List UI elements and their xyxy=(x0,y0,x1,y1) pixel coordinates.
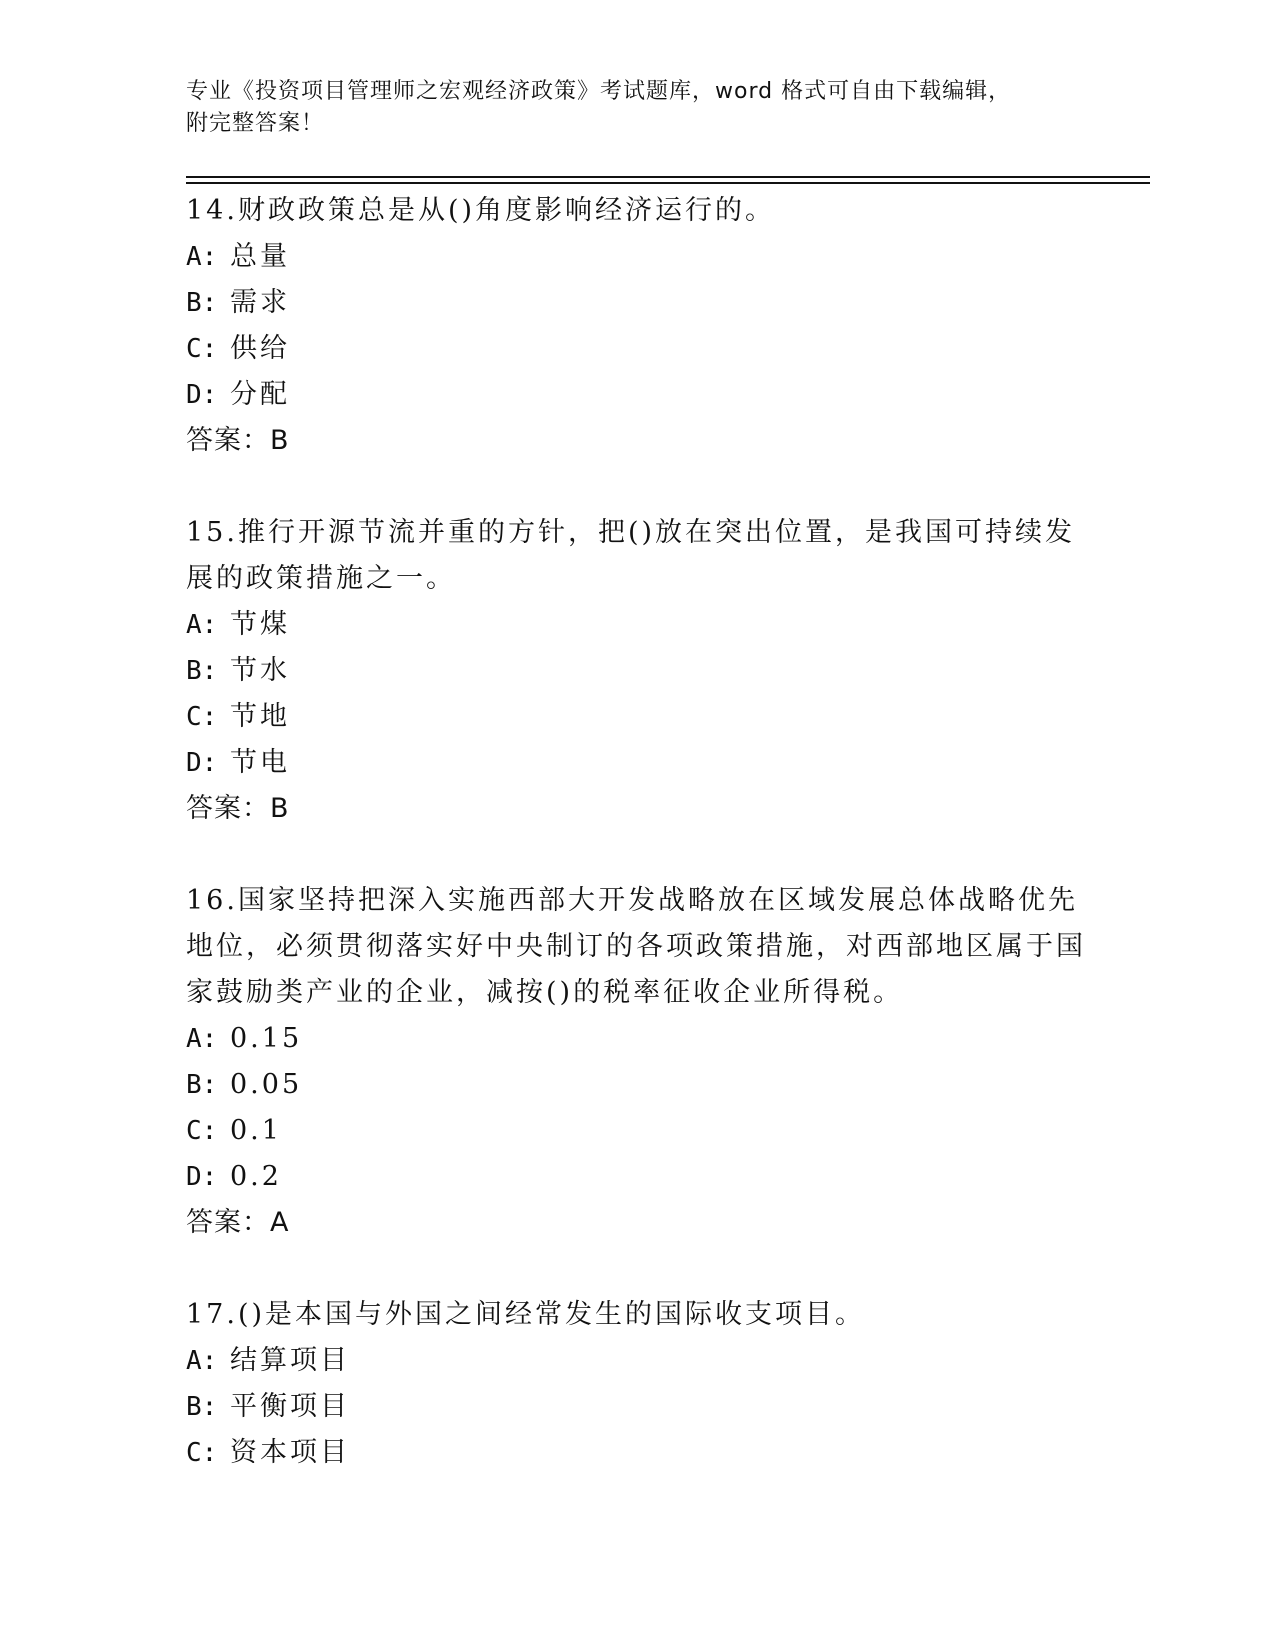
option-text: 总量 xyxy=(230,241,290,272)
option-b xyxy=(186,280,1086,326)
option-c xyxy=(186,1108,1086,1154)
option-letter: C: xyxy=(186,334,218,364)
option-letter: D: xyxy=(186,380,218,410)
option-c xyxy=(186,326,1086,372)
option-b xyxy=(186,1384,1086,1430)
question-stem: 14.财政政策总是从()角度影响经济运行的。 xyxy=(186,195,776,226)
option-c xyxy=(186,694,1086,740)
question-17 xyxy=(186,1292,1086,1476)
option-text: 0.1 xyxy=(230,1115,282,1146)
option-b xyxy=(186,1062,1086,1108)
question-15 xyxy=(186,510,1086,832)
question-stem: 16.国家坚持把深入实施西部大开发战略放在区域发展总体战略优先地位，必须贯彻落实好中央制订的各项政策措施，对西部地区属于国家鼓励类产业的企业，减按()的税率征收企业所得税。 xyxy=(186,885,1086,1008)
option-letter: D: xyxy=(186,748,218,778)
option-text: 节地 xyxy=(230,701,290,732)
option-letter: A: xyxy=(186,1024,218,1054)
answer-line: 答案：A xyxy=(186,1207,290,1238)
option-text: 0.15 xyxy=(230,1023,303,1054)
option-text: 资本项目 xyxy=(230,1437,350,1468)
answer-line: 答案：B xyxy=(186,425,290,456)
option-a xyxy=(186,234,1086,280)
option-text: 平衡项目 xyxy=(230,1391,350,1422)
header-rule-bottom xyxy=(186,182,1150,184)
option-text: 节水 xyxy=(230,655,290,686)
option-letter: A: xyxy=(186,242,218,272)
option-d xyxy=(186,740,1086,786)
option-letter: C: xyxy=(186,1438,218,1468)
option-c xyxy=(186,1430,1086,1476)
option-a xyxy=(186,1016,1086,1062)
option-letter: B: xyxy=(186,288,218,318)
header-line-1: 专业《投资项目管理师之宏观经济政策》考试题库，word 格式可自由下载编辑， xyxy=(186,79,1012,104)
option-b xyxy=(186,648,1086,694)
option-text: 节电 xyxy=(230,747,290,778)
option-text: 节煤 xyxy=(230,609,290,640)
question-list xyxy=(186,188,1086,1522)
answer-line: 答案：B xyxy=(186,793,290,824)
option-text: 0.2 xyxy=(230,1161,282,1192)
question-stem: 15.推行开源节流并重的方针，把()放在突出位置，是我国可持续发展的政策措施之一。 xyxy=(186,517,1076,594)
question-16 xyxy=(186,878,1086,1246)
option-letter: B: xyxy=(186,1392,218,1422)
option-text: 需求 xyxy=(230,287,290,318)
option-letter: D: xyxy=(186,1162,218,1192)
option-a xyxy=(186,602,1086,648)
option-text: 结算项目 xyxy=(230,1345,350,1376)
question-stem: 17.()是本国与外国之间经常发生的国际收支项目。 xyxy=(186,1299,866,1330)
question-14 xyxy=(186,188,1086,464)
option-letter: B: xyxy=(186,1070,218,1100)
option-letter: A: xyxy=(186,1346,218,1376)
option-text: 供给 xyxy=(230,333,290,364)
option-d xyxy=(186,372,1086,418)
option-text: 分配 xyxy=(230,379,290,410)
header-rule-top xyxy=(186,176,1150,178)
option-letter: A: xyxy=(186,610,218,640)
option-letter: C: xyxy=(186,1116,218,1146)
document-header xyxy=(186,76,1086,140)
option-text: 0.05 xyxy=(230,1069,303,1100)
option-letter: C: xyxy=(186,702,218,732)
option-a xyxy=(186,1338,1086,1384)
header-line-2: 附完整答案！ xyxy=(186,111,325,136)
option-d xyxy=(186,1154,1086,1200)
option-letter: B: xyxy=(186,656,218,686)
